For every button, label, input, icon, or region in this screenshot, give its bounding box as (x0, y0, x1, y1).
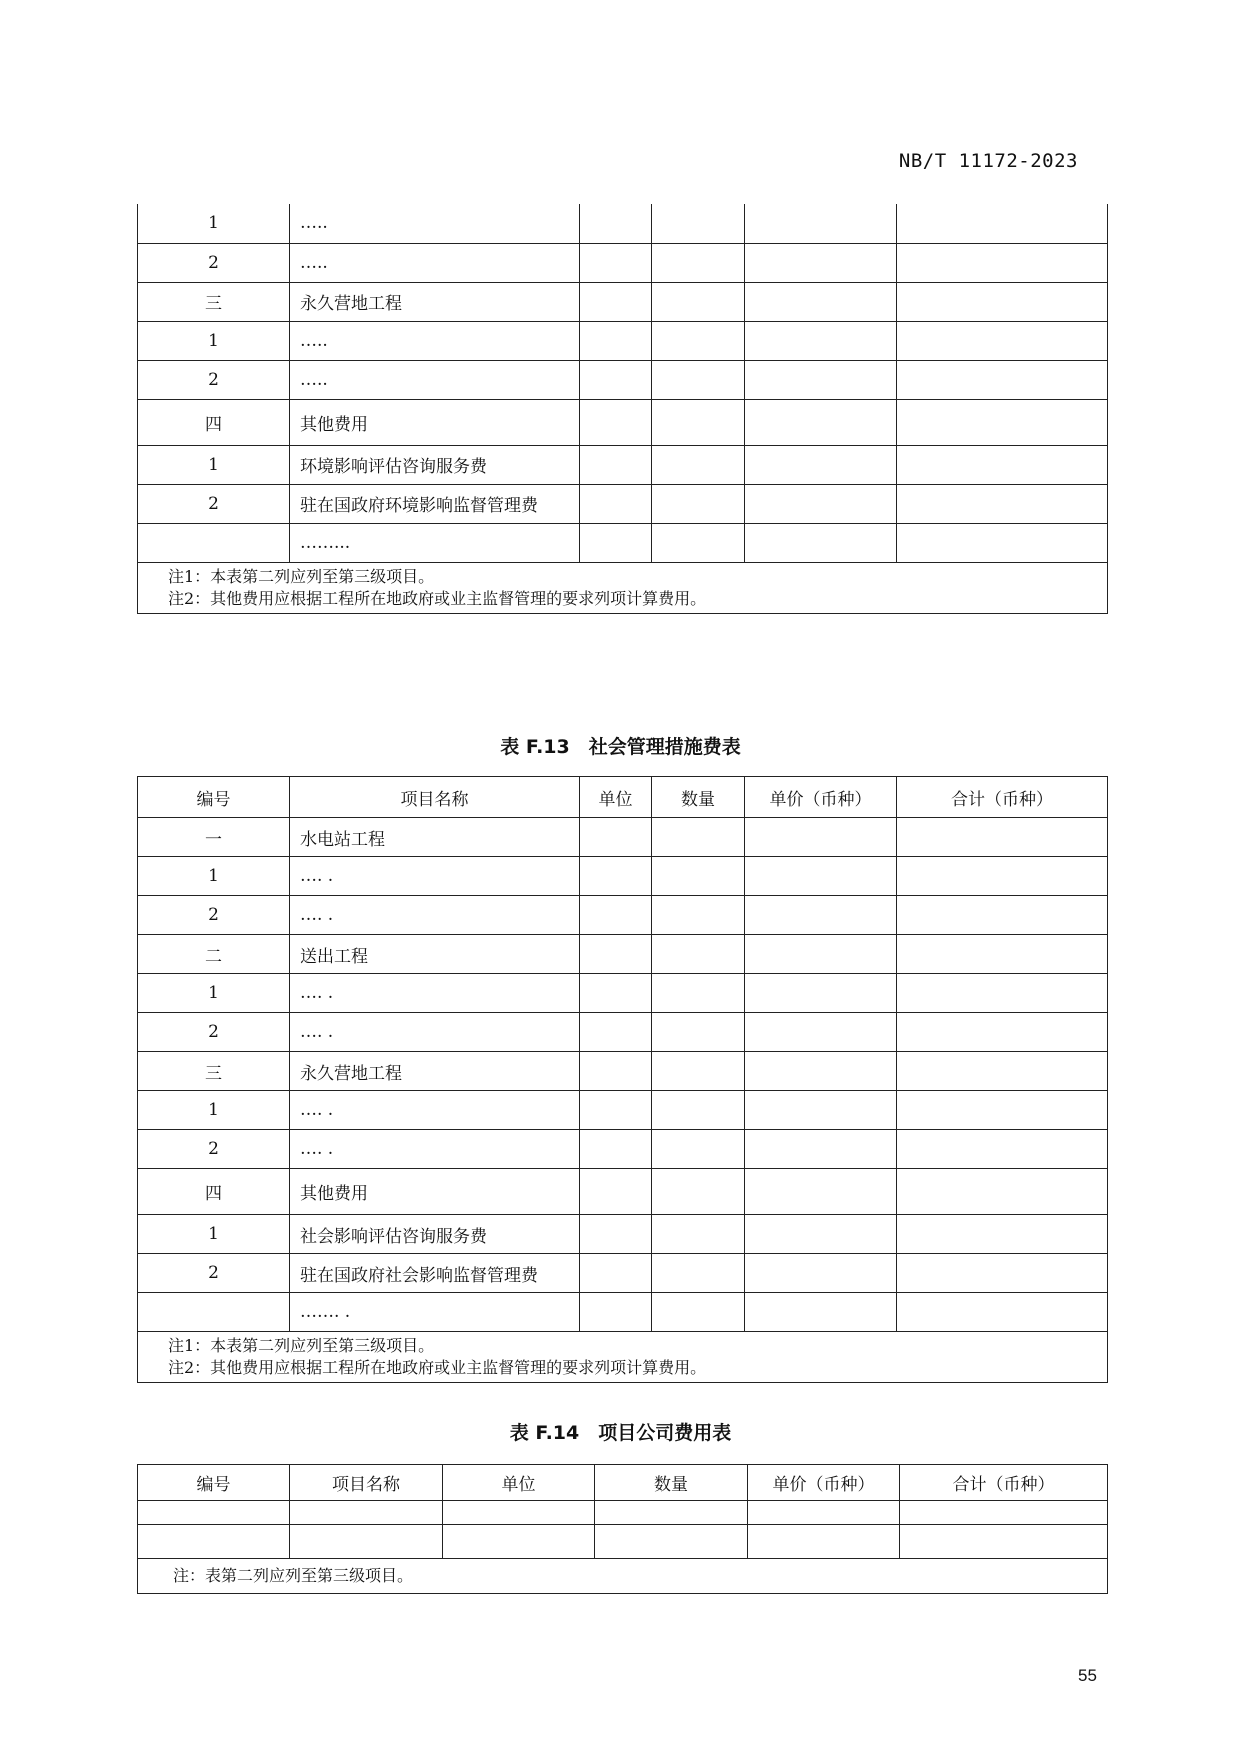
row-number-cell: 2 (138, 484, 290, 523)
row-number-cell: 1 (138, 445, 290, 484)
quantity-cell (652, 1293, 745, 1332)
table-note: 注1：本表第二列应列至第三级项目。 (168, 566, 435, 586)
quantity-cell (652, 896, 745, 935)
row-number-cell: 2 (138, 1013, 290, 1052)
row-number-cell: 1 (138, 204, 290, 243)
unit-cell (580, 360, 652, 399)
quantity-cell (652, 243, 745, 282)
row-number-cell: 四 (138, 399, 290, 445)
unit-price-cell (745, 484, 897, 523)
continued-table (137, 204, 1108, 614)
item-name-cell: …. . (290, 1013, 580, 1052)
row-number-cell: 2 (138, 1254, 290, 1293)
table-f14-caption: 表 F.14 项目公司费用表 (509, 1422, 732, 1444)
table-note: 注2：其他费用应根据工程所在地政府或业主监督管理的要求列项计算费用。 (168, 1358, 707, 1377)
quantity-cell (652, 523, 745, 562)
quantity-cell (652, 282, 745, 321)
total-cell (897, 1254, 1108, 1293)
quantity-cell (652, 204, 745, 243)
row-number-cell: 三 (138, 1052, 290, 1091)
empty-cell (900, 1525, 1108, 1559)
unit-price-cell (745, 360, 897, 399)
unit-cell (580, 1254, 652, 1293)
total-cell (897, 1215, 1108, 1254)
unit-price-cell (745, 1013, 897, 1052)
item-name-cell: …. . (290, 896, 580, 935)
item-name-cell: 水电站工程 (290, 818, 580, 857)
unit-cell (580, 1052, 652, 1091)
table-row (138, 1293, 1108, 1332)
unit-price-cell (745, 857, 897, 896)
unit-cell (580, 1091, 652, 1130)
item-name-cell: ….. (290, 321, 580, 360)
total-cell (897, 974, 1108, 1013)
table-row (138, 523, 1108, 562)
item-name-cell: …. . (290, 1091, 580, 1130)
empty-cell (290, 1501, 443, 1525)
unit-price-cell (745, 1293, 897, 1332)
item-name-cell: 社会影响评估咨询服务费 (290, 1215, 580, 1254)
item-name-cell: …. . (290, 974, 580, 1013)
empty-cell (748, 1525, 900, 1559)
header-cell: 单价（币种） (745, 777, 897, 818)
unit-cell (580, 1013, 652, 1052)
header-cell: 项目名称 (290, 1465, 443, 1501)
item-name-cell: 环境影响评估咨询服务费 (290, 445, 580, 484)
item-name-cell: 驻在国政府社会影响监督管理费 (290, 1254, 580, 1293)
header-cell: 合计（币种） (897, 777, 1108, 818)
quantity-cell (652, 1215, 745, 1254)
table-f14-header-row (138, 1465, 1108, 1501)
notes-cell (138, 1332, 1108, 1383)
header-cell: 合计（币种） (900, 1465, 1108, 1501)
total-cell (897, 360, 1108, 399)
total-cell (897, 1293, 1108, 1332)
header-cell: 编号 (138, 777, 290, 818)
table-row (138, 204, 1108, 243)
total-cell (897, 204, 1108, 243)
empty-cell (595, 1501, 748, 1525)
item-name-cell: ….. (290, 243, 580, 282)
unit-price-cell (745, 321, 897, 360)
table-row (138, 1013, 1108, 1052)
quantity-cell (652, 935, 745, 974)
unit-price-cell (745, 896, 897, 935)
unit-cell (580, 1215, 652, 1254)
total-cell (897, 445, 1108, 484)
unit-cell (580, 935, 652, 974)
page-number: 55 (1078, 1666, 1097, 1685)
header-cell: 数量 (652, 777, 745, 818)
unit-price-cell (745, 1169, 897, 1215)
total-cell (897, 243, 1108, 282)
table-row (138, 857, 1108, 896)
table-row (138, 1215, 1108, 1254)
row-number-cell: 1 (138, 321, 290, 360)
empty-cell (138, 1525, 290, 1559)
table-f13 (137, 776, 1108, 1383)
unit-price-cell (745, 523, 897, 562)
table-row (138, 818, 1108, 857)
total-cell (897, 1052, 1108, 1091)
table-note: 注2：其他费用应根据工程所在地政府或业主监督管理的要求列项计算费用。 (168, 588, 707, 608)
unit-cell (580, 523, 652, 562)
quantity-cell (652, 1254, 745, 1293)
row-number-cell: 1 (138, 1091, 290, 1130)
item-name-cell: 永久营地工程 (290, 282, 580, 321)
row-number-cell: 二 (138, 935, 290, 974)
row-number-cell (138, 1293, 290, 1332)
total-cell (897, 896, 1108, 935)
table-note: 注：表第二列应列至第三级项目。 (173, 1566, 414, 1585)
quantity-cell (652, 818, 745, 857)
quantity-cell (652, 484, 745, 523)
total-cell (897, 282, 1108, 321)
empty-cell (595, 1525, 748, 1559)
item-name-cell: 驻在国政府环境影响监督管理费 (290, 484, 580, 523)
table-row (138, 399, 1108, 445)
notes-cell (138, 562, 1108, 613)
notes-row (138, 1332, 1108, 1383)
item-name-cell: 永久营地工程 (290, 1052, 580, 1091)
unit-cell (580, 1130, 652, 1169)
quantity-cell (652, 445, 745, 484)
header-cell: 项目名称 (290, 777, 580, 818)
empty-cell (138, 1501, 290, 1525)
unit-price-cell (745, 445, 897, 484)
notes-row (138, 562, 1108, 613)
unit-cell (580, 204, 652, 243)
table-row (138, 321, 1108, 360)
header-cell: 数量 (595, 1465, 748, 1501)
row-number-cell: 2 (138, 243, 290, 282)
quantity-cell (652, 1052, 745, 1091)
item-name-cell: …. . (290, 857, 580, 896)
unit-cell (580, 1169, 652, 1215)
unit-price-cell (745, 935, 897, 974)
row-number-cell: 2 (138, 896, 290, 935)
total-cell (897, 1130, 1108, 1169)
item-name-cell: ….. (290, 204, 580, 243)
table-row (138, 1525, 1108, 1559)
item-name-cell: 其他费用 (290, 399, 580, 445)
table-row (138, 1501, 1108, 1525)
table-f13-header-row (138, 777, 1108, 818)
unit-cell (580, 484, 652, 523)
unit-cell (580, 243, 652, 282)
total-cell (897, 399, 1108, 445)
quantity-cell (652, 1013, 745, 1052)
quantity-cell (652, 1169, 745, 1215)
unit-cell (580, 974, 652, 1013)
unit-price-cell (745, 204, 897, 243)
quantity-cell (652, 1130, 745, 1169)
total-cell (897, 1091, 1108, 1130)
item-name-cell: 其他费用 (290, 1169, 580, 1215)
unit-cell (580, 445, 652, 484)
header-cell: 单位 (580, 777, 652, 818)
quantity-cell (652, 360, 745, 399)
unit-price-cell (745, 974, 897, 1013)
unit-price-cell (745, 818, 897, 857)
unit-cell (580, 857, 652, 896)
unit-price-cell (745, 1052, 897, 1091)
unit-price-cell (745, 399, 897, 445)
row-number-cell: 1 (138, 1215, 290, 1254)
table-row (138, 1169, 1108, 1215)
row-number-cell: 2 (138, 1130, 290, 1169)
item-name-cell: …. . (290, 1130, 580, 1169)
item-name-cell: ……... (290, 523, 580, 562)
unit-cell (580, 282, 652, 321)
empty-cell (443, 1501, 595, 1525)
total-cell (897, 857, 1108, 896)
table-row (138, 243, 1108, 282)
empty-cell (443, 1525, 595, 1559)
table-row (138, 1091, 1108, 1130)
unit-price-cell (745, 1215, 897, 1254)
standard-code: NB/T 11172-2023 (898, 150, 1078, 172)
row-number-cell: 三 (138, 282, 290, 321)
table-row (138, 896, 1108, 935)
table-f13-caption: 表 F.13 社会管理措施费表 (500, 736, 741, 758)
unit-price-cell (745, 243, 897, 282)
table-row (138, 1254, 1108, 1293)
row-number-cell: 2 (138, 360, 290, 399)
empty-cell (290, 1525, 443, 1559)
row-number-cell: 1 (138, 974, 290, 1013)
row-number-cell: 一 (138, 818, 290, 857)
notes-row (138, 1559, 1108, 1594)
table-row (138, 935, 1108, 974)
table-row (138, 282, 1108, 321)
table-row (138, 445, 1108, 484)
quantity-cell (652, 974, 745, 1013)
row-number-cell: 四 (138, 1169, 290, 1215)
table-row (138, 1130, 1108, 1169)
item-name-cell: ……. . (290, 1293, 580, 1332)
unit-cell (580, 1293, 652, 1332)
total-cell (897, 484, 1108, 523)
unit-price-cell (745, 282, 897, 321)
empty-cell (748, 1501, 900, 1525)
quantity-cell (652, 399, 745, 445)
table-f14 (137, 1464, 1108, 1594)
empty-cell (900, 1501, 1108, 1525)
header-cell: 编号 (138, 1465, 290, 1501)
unit-cell (580, 896, 652, 935)
row-number-cell (138, 523, 290, 562)
table-row (138, 1052, 1108, 1091)
quantity-cell (652, 857, 745, 896)
total-cell (897, 1169, 1108, 1215)
item-name-cell: ….. (290, 360, 580, 399)
row-number-cell: 1 (138, 857, 290, 896)
table-row (138, 360, 1108, 399)
quantity-cell (652, 1091, 745, 1130)
table-row (138, 484, 1108, 523)
table-note: 注1：本表第二列应列至第三级项目。 (168, 1336, 435, 1355)
item-name-cell: 送出工程 (290, 935, 580, 974)
total-cell (897, 935, 1108, 974)
total-cell (897, 1013, 1108, 1052)
unit-price-cell (745, 1091, 897, 1130)
notes-cell (138, 1559, 1108, 1594)
table-row (138, 974, 1108, 1013)
header-cell: 单位 (443, 1465, 595, 1501)
total-cell (897, 321, 1108, 360)
unit-cell (580, 818, 652, 857)
header-cell: 单价（币种） (748, 1465, 900, 1501)
unit-price-cell (745, 1130, 897, 1169)
unit-cell (580, 399, 652, 445)
total-cell (897, 523, 1108, 562)
total-cell (897, 818, 1108, 857)
quantity-cell (652, 321, 745, 360)
unit-price-cell (745, 1254, 897, 1293)
unit-cell (580, 321, 652, 360)
